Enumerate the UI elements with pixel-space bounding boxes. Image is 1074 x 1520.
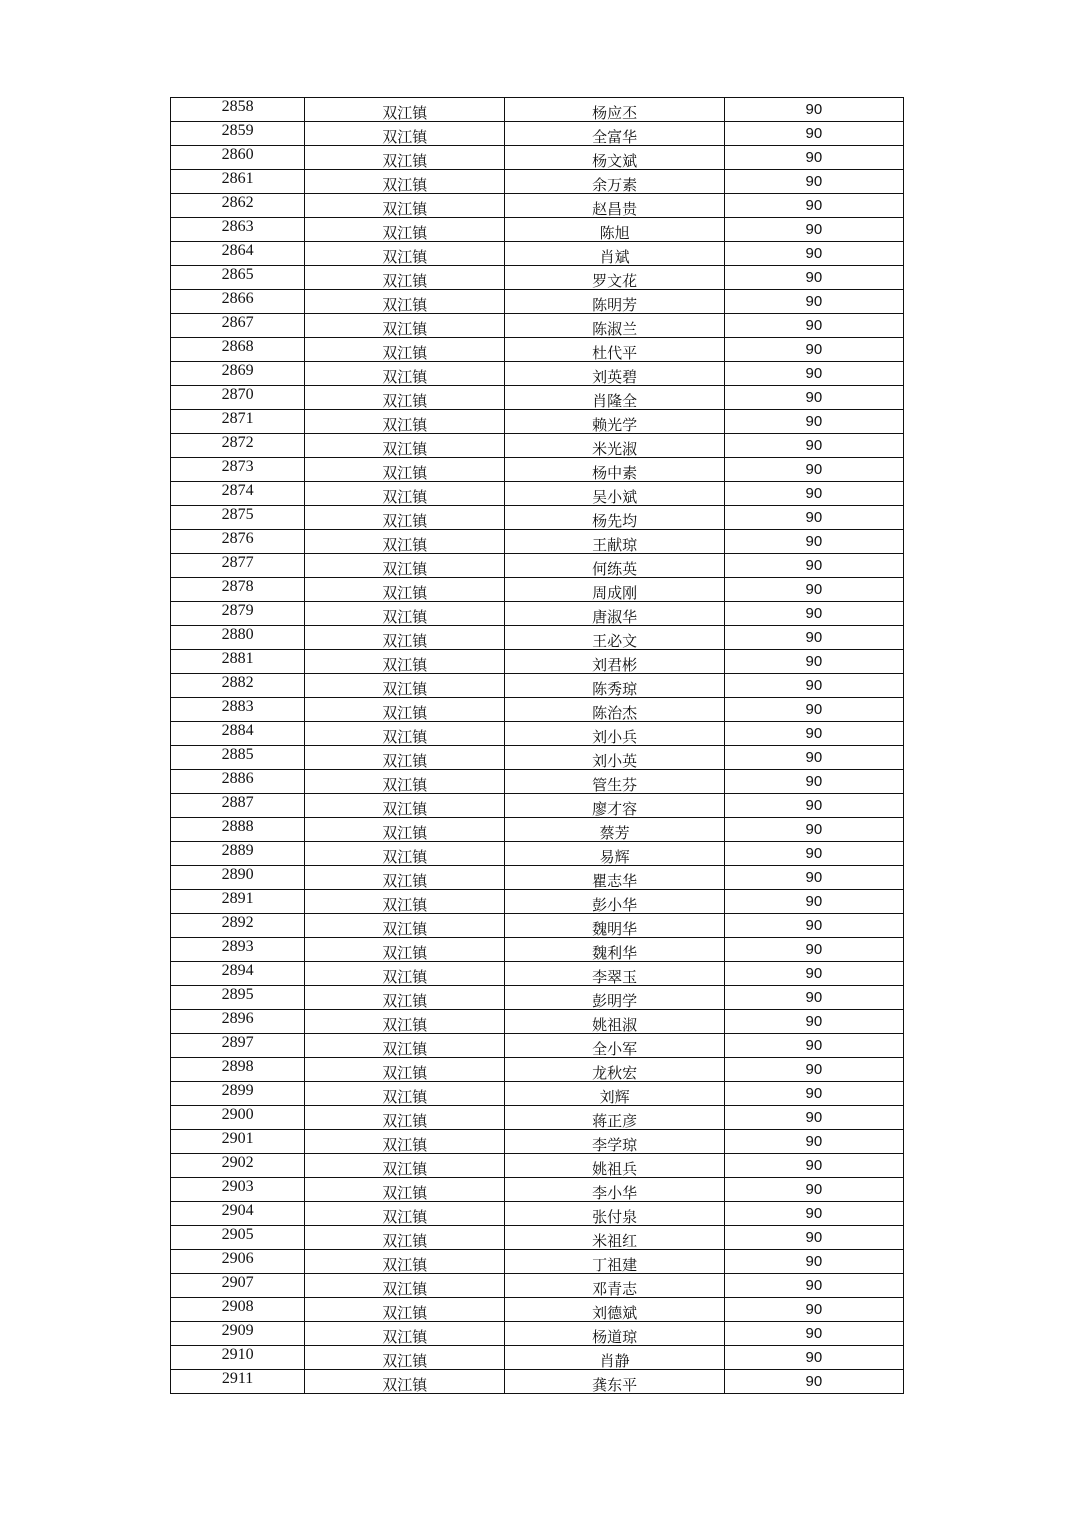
score-cell: 90 <box>724 266 903 290</box>
table-row <box>171 962 904 986</box>
table-row <box>171 1154 904 1178</box>
town-cell: 双江镇 <box>305 242 505 266</box>
id-cell: 2885 <box>171 746 305 770</box>
score-cell: 90 <box>724 410 903 434</box>
name-cell: 李学琼 <box>505 1130 724 1154</box>
town-cell: 双江镇 <box>305 794 505 818</box>
score-cell: 90 <box>724 722 903 746</box>
table-row <box>171 266 904 290</box>
name-cell: 余万素 <box>505 170 724 194</box>
id-cell: 2860 <box>171 146 305 170</box>
name-cell: 米光淑 <box>505 434 724 458</box>
id-cell: 2910 <box>171 1346 305 1370</box>
score-cell: 90 <box>724 506 903 530</box>
id-cell: 2869 <box>171 362 305 386</box>
table-row <box>171 170 904 194</box>
id-cell: 2879 <box>171 602 305 626</box>
table-row <box>171 290 904 314</box>
name-cell: 全富华 <box>505 122 724 146</box>
table-row <box>171 1346 904 1370</box>
name-cell: 杨先均 <box>505 506 724 530</box>
town-cell: 双江镇 <box>305 1226 505 1250</box>
id-cell: 2886 <box>171 770 305 794</box>
name-cell: 廖才容 <box>505 794 724 818</box>
table-row <box>171 890 904 914</box>
score-cell: 90 <box>724 338 903 362</box>
id-cell: 2893 <box>171 938 305 962</box>
name-cell: 周成刚 <box>505 578 724 602</box>
table-row <box>171 362 904 386</box>
score-cell: 90 <box>724 290 903 314</box>
town-cell: 双江镇 <box>305 986 505 1010</box>
table-row <box>171 1274 904 1298</box>
table-row <box>171 218 904 242</box>
table-row <box>171 242 904 266</box>
id-cell: 2887 <box>171 794 305 818</box>
table-row <box>171 338 904 362</box>
name-cell: 易辉 <box>505 842 724 866</box>
town-cell: 双江镇 <box>305 122 505 146</box>
score-cell: 90 <box>724 1370 903 1394</box>
roster-table <box>170 97 904 1394</box>
score-cell: 90 <box>724 770 903 794</box>
score-cell: 90 <box>724 1082 903 1106</box>
score-cell: 90 <box>724 1106 903 1130</box>
score-cell: 90 <box>724 1058 903 1082</box>
id-cell: 2872 <box>171 434 305 458</box>
score-cell: 90 <box>724 386 903 410</box>
table-row <box>171 578 904 602</box>
town-cell: 双江镇 <box>305 842 505 866</box>
table-row <box>171 1034 904 1058</box>
name-cell: 赖光学 <box>505 410 724 434</box>
table-row <box>171 506 904 530</box>
id-cell: 2889 <box>171 842 305 866</box>
id-cell: 2903 <box>171 1178 305 1202</box>
id-cell: 2899 <box>171 1082 305 1106</box>
name-cell: 肖斌 <box>505 242 724 266</box>
town-cell: 双江镇 <box>305 602 505 626</box>
town-cell: 双江镇 <box>305 314 505 338</box>
table-row <box>171 1010 904 1034</box>
score-cell: 90 <box>724 1202 903 1226</box>
name-cell: 姚祖兵 <box>505 1154 724 1178</box>
id-cell: 2867 <box>171 314 305 338</box>
name-cell: 米祖红 <box>505 1226 724 1250</box>
id-cell: 2874 <box>171 482 305 506</box>
town-cell: 双江镇 <box>305 1130 505 1154</box>
town-cell: 双江镇 <box>305 386 505 410</box>
town-cell: 双江镇 <box>305 1274 505 1298</box>
town-cell: 双江镇 <box>305 458 505 482</box>
table-row <box>171 674 904 698</box>
score-cell: 90 <box>724 746 903 770</box>
name-cell: 姚祖淑 <box>505 1010 724 1034</box>
roster-table-body <box>171 98 904 1394</box>
name-cell: 杨中素 <box>505 458 724 482</box>
town-cell: 双江镇 <box>305 146 505 170</box>
id-cell: 2898 <box>171 1058 305 1082</box>
table-row <box>171 98 904 122</box>
name-cell: 邓青志 <box>505 1274 724 1298</box>
score-cell: 90 <box>724 650 903 674</box>
name-cell: 陈淑兰 <box>505 314 724 338</box>
name-cell: 刘小兵 <box>505 722 724 746</box>
name-cell: 全小军 <box>505 1034 724 1058</box>
score-cell: 90 <box>724 554 903 578</box>
table-row <box>171 386 904 410</box>
town-cell: 双江镇 <box>305 866 505 890</box>
table-row <box>171 938 904 962</box>
town-cell: 双江镇 <box>305 1010 505 1034</box>
id-cell: 2873 <box>171 458 305 482</box>
name-cell: 魏利华 <box>505 938 724 962</box>
name-cell: 杨应丕 <box>505 98 724 122</box>
name-cell: 管生芬 <box>505 770 724 794</box>
table-row <box>171 1082 904 1106</box>
town-cell: 双江镇 <box>305 1250 505 1274</box>
town-cell: 双江镇 <box>305 698 505 722</box>
name-cell: 杨文斌 <box>505 146 724 170</box>
town-cell: 双江镇 <box>305 914 505 938</box>
table-row <box>171 554 904 578</box>
id-cell: 2905 <box>171 1226 305 1250</box>
id-cell: 2900 <box>171 1106 305 1130</box>
score-cell: 90 <box>724 434 903 458</box>
id-cell: 2882 <box>171 674 305 698</box>
id-cell: 2888 <box>171 818 305 842</box>
town-cell: 双江镇 <box>305 1322 505 1346</box>
table-row <box>171 458 904 482</box>
id-cell: 2868 <box>171 338 305 362</box>
id-cell: 2861 <box>171 170 305 194</box>
name-cell: 刘英碧 <box>505 362 724 386</box>
name-cell: 肖静 <box>505 1346 724 1370</box>
table-row <box>171 698 904 722</box>
id-cell: 2863 <box>171 218 305 242</box>
score-cell: 90 <box>724 1010 903 1034</box>
town-cell: 双江镇 <box>305 1298 505 1322</box>
id-cell: 2866 <box>171 290 305 314</box>
score-cell: 90 <box>724 1346 903 1370</box>
town-cell: 双江镇 <box>305 674 505 698</box>
name-cell: 蒋正彦 <box>505 1106 724 1130</box>
name-cell: 陈治杰 <box>505 698 724 722</box>
town-cell: 双江镇 <box>305 938 505 962</box>
name-cell: 李翠玉 <box>505 962 724 986</box>
table-row <box>171 434 904 458</box>
score-cell: 90 <box>724 698 903 722</box>
id-cell: 2871 <box>171 410 305 434</box>
town-cell: 双江镇 <box>305 98 505 122</box>
table-row <box>171 842 904 866</box>
id-cell: 2858 <box>171 98 305 122</box>
score-cell: 90 <box>724 1034 903 1058</box>
score-cell: 90 <box>724 218 903 242</box>
score-cell: 90 <box>724 938 903 962</box>
score-cell: 90 <box>724 146 903 170</box>
town-cell: 双江镇 <box>305 1202 505 1226</box>
table-row <box>171 1322 904 1346</box>
town-cell: 双江镇 <box>305 650 505 674</box>
town-cell: 双江镇 <box>305 170 505 194</box>
id-cell: 2875 <box>171 506 305 530</box>
name-cell: 罗文花 <box>505 266 724 290</box>
table-row <box>171 194 904 218</box>
id-cell: 2907 <box>171 1274 305 1298</box>
table-row <box>171 794 904 818</box>
score-cell: 90 <box>724 362 903 386</box>
score-cell: 90 <box>724 842 903 866</box>
score-cell: 90 <box>724 1154 903 1178</box>
score-cell: 90 <box>724 530 903 554</box>
table-row <box>171 1202 904 1226</box>
town-cell: 双江镇 <box>305 1178 505 1202</box>
id-cell: 2864 <box>171 242 305 266</box>
id-cell: 2901 <box>171 1130 305 1154</box>
town-cell: 双江镇 <box>305 290 505 314</box>
id-cell: 2891 <box>171 890 305 914</box>
score-cell: 90 <box>724 890 903 914</box>
name-cell: 龚东平 <box>505 1370 724 1394</box>
id-cell: 2890 <box>171 866 305 890</box>
score-cell: 90 <box>724 122 903 146</box>
name-cell: 杜代平 <box>505 338 724 362</box>
table-row <box>171 1370 904 1394</box>
table-row <box>171 1106 904 1130</box>
town-cell: 双江镇 <box>305 434 505 458</box>
town-cell: 双江镇 <box>305 1346 505 1370</box>
score-cell: 90 <box>724 1178 903 1202</box>
town-cell: 双江镇 <box>305 506 505 530</box>
table-row <box>171 770 904 794</box>
name-cell: 吴小斌 <box>505 482 724 506</box>
id-cell: 2896 <box>171 1010 305 1034</box>
id-cell: 2877 <box>171 554 305 578</box>
id-cell: 2908 <box>171 1298 305 1322</box>
id-cell: 2859 <box>171 122 305 146</box>
table-row <box>171 410 904 434</box>
table-row <box>171 530 904 554</box>
town-cell: 双江镇 <box>305 770 505 794</box>
score-cell: 90 <box>724 962 903 986</box>
name-cell: 王必文 <box>505 626 724 650</box>
table-row <box>171 122 904 146</box>
id-cell: 2897 <box>171 1034 305 1058</box>
id-cell: 2883 <box>171 698 305 722</box>
table-row <box>171 1250 904 1274</box>
name-cell: 蔡芳 <box>505 818 724 842</box>
table-row <box>171 314 904 338</box>
id-cell: 2878 <box>171 578 305 602</box>
table-row <box>171 602 904 626</box>
table-row <box>171 146 904 170</box>
town-cell: 双江镇 <box>305 554 505 578</box>
table-row <box>171 722 904 746</box>
name-cell: 丁祖建 <box>505 1250 724 1274</box>
town-cell: 双江镇 <box>305 482 505 506</box>
table-row <box>171 1178 904 1202</box>
score-cell: 90 <box>724 794 903 818</box>
name-cell: 刘辉 <box>505 1082 724 1106</box>
id-cell: 2892 <box>171 914 305 938</box>
score-cell: 90 <box>724 170 903 194</box>
town-cell: 双江镇 <box>305 194 505 218</box>
name-cell: 杨道琼 <box>505 1322 724 1346</box>
score-cell: 90 <box>724 1298 903 1322</box>
id-cell: 2894 <box>171 962 305 986</box>
id-cell: 2909 <box>171 1322 305 1346</box>
table-row <box>171 650 904 674</box>
id-cell: 2895 <box>171 986 305 1010</box>
town-cell: 双江镇 <box>305 890 505 914</box>
town-cell: 双江镇 <box>305 578 505 602</box>
name-cell: 王献琼 <box>505 530 724 554</box>
name-cell: 彭明学 <box>505 986 724 1010</box>
name-cell: 瞿志华 <box>505 866 724 890</box>
score-cell: 90 <box>724 602 903 626</box>
town-cell: 双江镇 <box>305 1034 505 1058</box>
score-cell: 90 <box>724 194 903 218</box>
id-cell: 2902 <box>171 1154 305 1178</box>
score-cell: 90 <box>724 458 903 482</box>
town-cell: 双江镇 <box>305 530 505 554</box>
town-cell: 双江镇 <box>305 626 505 650</box>
score-cell: 90 <box>724 866 903 890</box>
score-cell: 90 <box>724 914 903 938</box>
town-cell: 双江镇 <box>305 1154 505 1178</box>
id-cell: 2865 <box>171 266 305 290</box>
score-cell: 90 <box>724 674 903 698</box>
town-cell: 双江镇 <box>305 1082 505 1106</box>
town-cell: 双江镇 <box>305 1058 505 1082</box>
score-cell: 90 <box>724 1322 903 1346</box>
table-row <box>171 866 904 890</box>
town-cell: 双江镇 <box>305 1370 505 1394</box>
name-cell: 唐淑华 <box>505 602 724 626</box>
score-cell: 90 <box>724 1250 903 1274</box>
score-cell: 90 <box>724 1130 903 1154</box>
town-cell: 双江镇 <box>305 746 505 770</box>
id-cell: 2904 <box>171 1202 305 1226</box>
town-cell: 双江镇 <box>305 962 505 986</box>
town-cell: 双江镇 <box>305 818 505 842</box>
town-cell: 双江镇 <box>305 362 505 386</box>
table-row <box>171 1130 904 1154</box>
name-cell: 刘君彬 <box>505 650 724 674</box>
name-cell: 刘德斌 <box>505 1298 724 1322</box>
score-cell: 90 <box>724 1274 903 1298</box>
name-cell: 何练英 <box>505 554 724 578</box>
score-cell: 90 <box>724 986 903 1010</box>
score-cell: 90 <box>724 482 903 506</box>
score-cell: 90 <box>724 626 903 650</box>
table-row <box>171 914 904 938</box>
table-row <box>171 746 904 770</box>
score-cell: 90 <box>724 242 903 266</box>
score-cell: 90 <box>724 314 903 338</box>
town-cell: 双江镇 <box>305 410 505 434</box>
table-row <box>171 1298 904 1322</box>
town-cell: 双江镇 <box>305 338 505 362</box>
table-row <box>171 986 904 1010</box>
name-cell: 赵昌贵 <box>505 194 724 218</box>
name-cell: 彭小华 <box>505 890 724 914</box>
name-cell: 张付泉 <box>505 1202 724 1226</box>
table-row <box>171 1226 904 1250</box>
table-row <box>171 482 904 506</box>
id-cell: 2876 <box>171 530 305 554</box>
table-row <box>171 818 904 842</box>
id-cell: 2880 <box>171 626 305 650</box>
name-cell: 刘小英 <box>505 746 724 770</box>
id-cell: 2862 <box>171 194 305 218</box>
table-row <box>171 1058 904 1082</box>
score-cell: 90 <box>724 98 903 122</box>
id-cell: 2884 <box>171 722 305 746</box>
id-cell: 2881 <box>171 650 305 674</box>
id-cell: 2911 <box>171 1370 305 1394</box>
name-cell: 肖隆全 <box>505 386 724 410</box>
table-row <box>171 626 904 650</box>
id-cell: 2906 <box>171 1250 305 1274</box>
town-cell: 双江镇 <box>305 218 505 242</box>
id-cell: 2870 <box>171 386 305 410</box>
name-cell: 陈旭 <box>505 218 724 242</box>
name-cell: 龙秋宏 <box>505 1058 724 1082</box>
name-cell: 魏明华 <box>505 914 724 938</box>
name-cell: 陈秀琼 <box>505 674 724 698</box>
town-cell: 双江镇 <box>305 266 505 290</box>
name-cell: 陈明芳 <box>505 290 724 314</box>
town-cell: 双江镇 <box>305 1106 505 1130</box>
score-cell: 90 <box>724 818 903 842</box>
score-cell: 90 <box>724 1226 903 1250</box>
name-cell: 李小华 <box>505 1178 724 1202</box>
score-cell: 90 <box>724 578 903 602</box>
town-cell: 双江镇 <box>305 722 505 746</box>
